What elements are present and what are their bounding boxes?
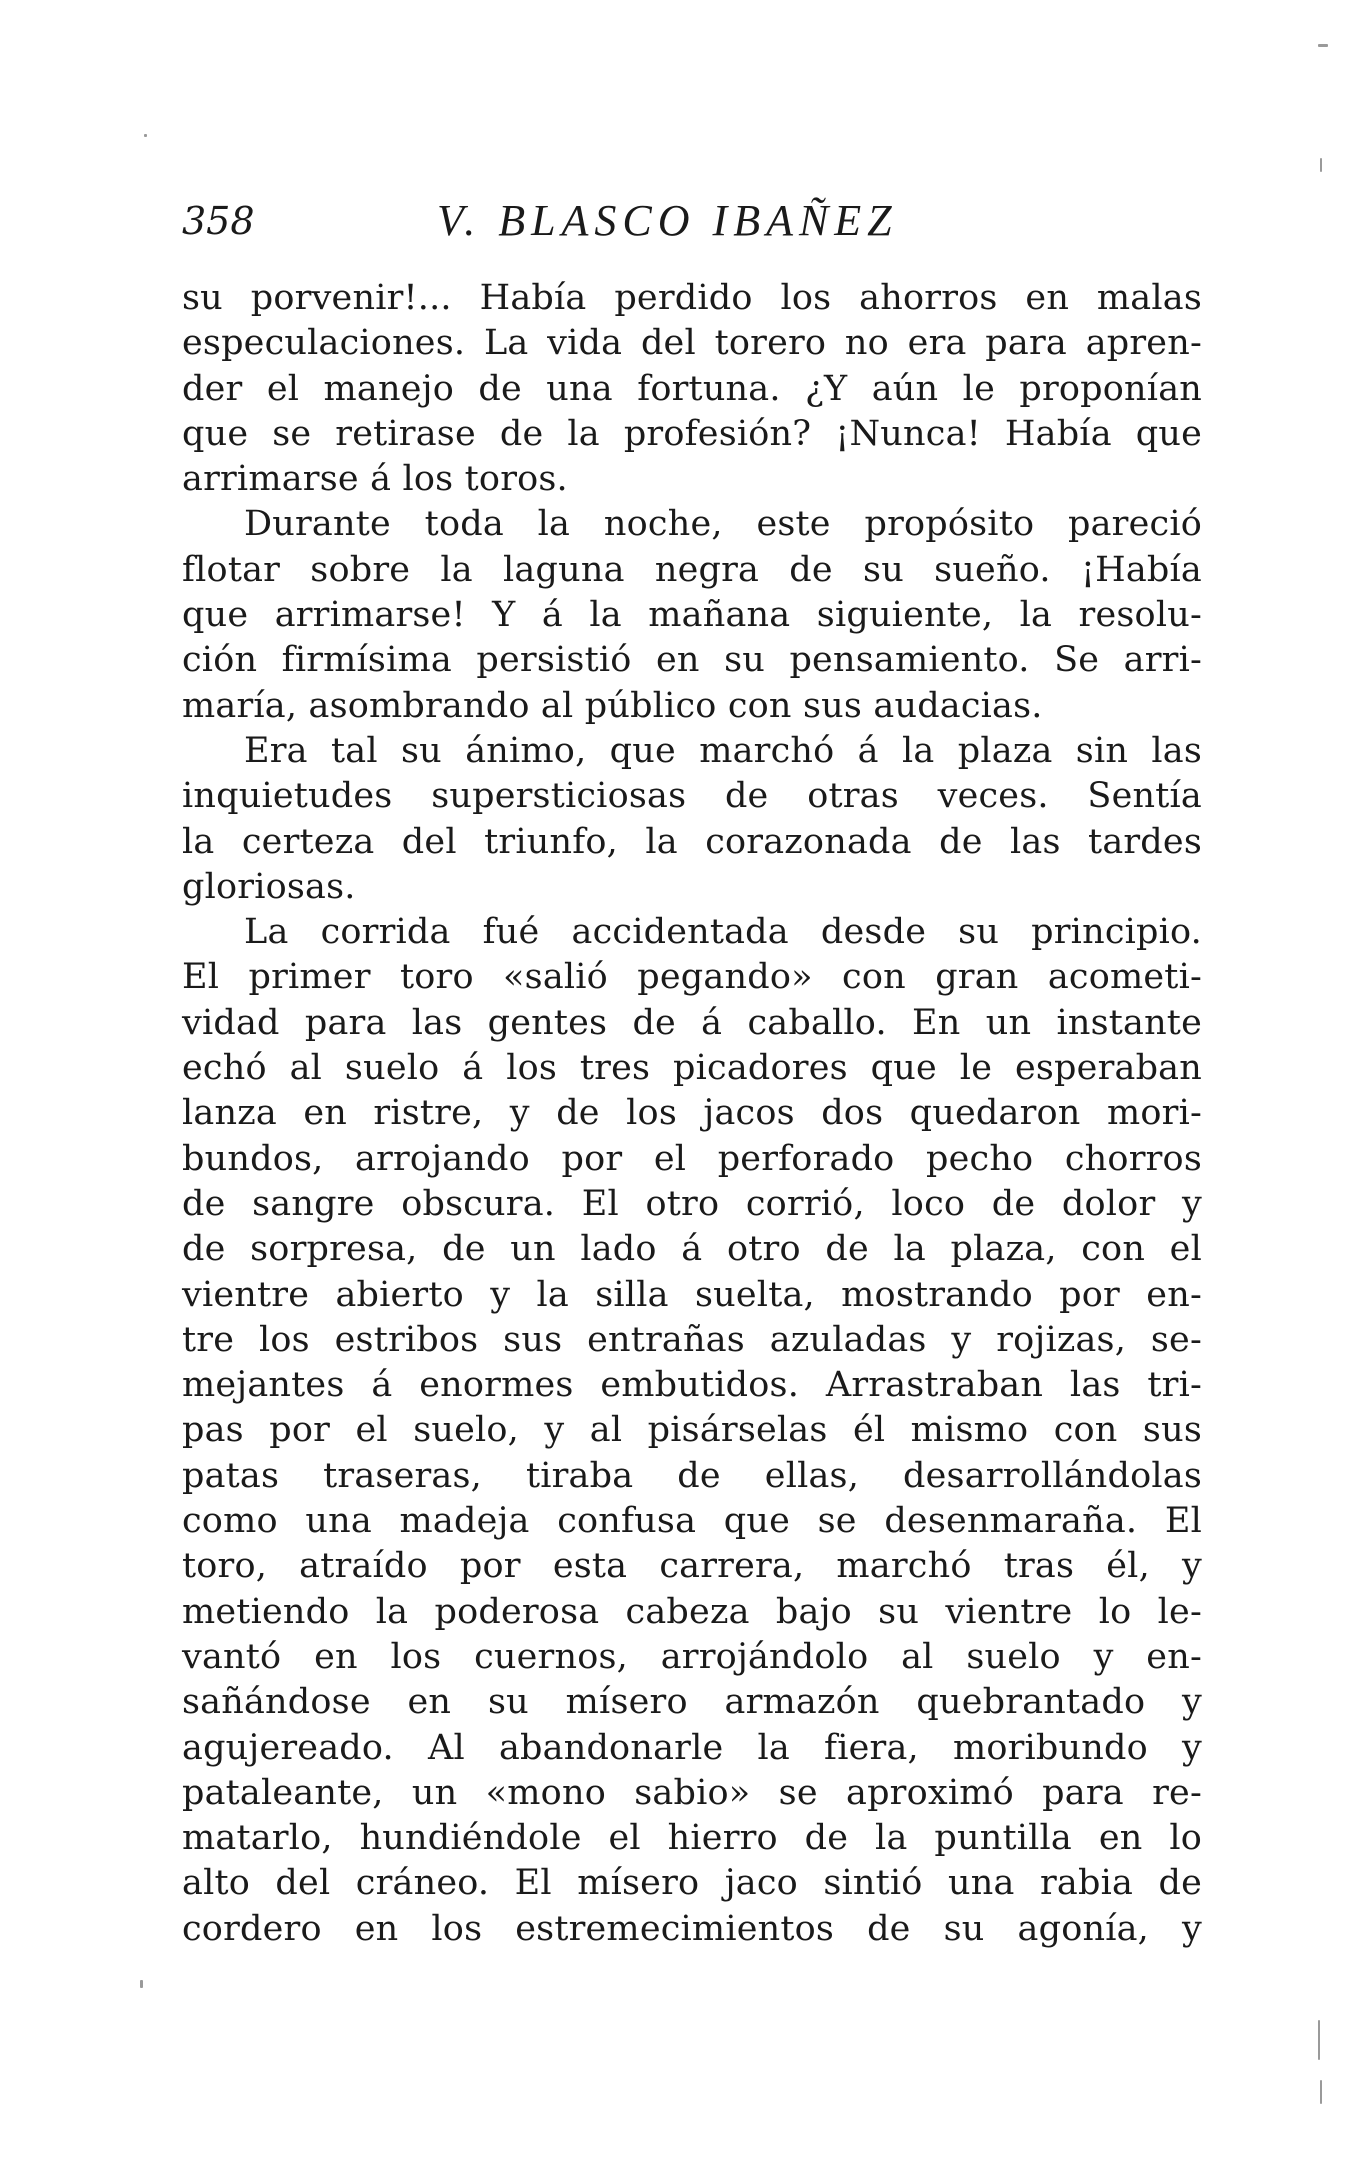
text-line: Era tal su ánimo, que marchó á la plaza sin las — [244, 730, 1202, 771]
text-line: cordero en los estremecimientos de su agonía, y — [182, 1908, 1202, 1949]
body-text — [182, 276, 1202, 1952]
text-line: ción firmísima persistió en su pensamiento. Se arri- — [182, 640, 1202, 681]
text-line: der el manejo de una fortuna. ¿Y aún le proponían — [182, 368, 1202, 409]
text-line: metiendo la poderosa cabeza bajo su vientre lo le- — [182, 1591, 1202, 1632]
page-number: 358 — [182, 199, 255, 243]
text-line: La corrida fué accidentada desde su principio. — [244, 912, 1202, 953]
text-line: bundos, arrojando por el perforado pecho chorros — [182, 1138, 1202, 1179]
text-line: sañándose en su mísero armazón quebrantado y — [182, 1682, 1202, 1723]
paragraph — [182, 276, 1202, 502]
text-line: mejantes á enormes embutidos. Arrastraban las tri- — [182, 1365, 1202, 1406]
text-line: Durante toda la noche, este propósito pareció — [244, 504, 1202, 545]
text-line: toro, atraído por esta carrera, marchó tras él, y — [182, 1546, 1202, 1587]
text-line: que se retirase de la profesión? ¡Nunca! Había que — [182, 413, 1202, 454]
scan-speck — [1318, 2020, 1320, 2060]
text-line: la certeza del triunfo, la corazonada de las tardes — [182, 821, 1202, 862]
scan-speck — [1320, 158, 1322, 172]
text-line: inquietudes supersticiosas de otras veces. Sentía — [182, 776, 1202, 817]
paragraph — [182, 910, 1202, 1952]
paragraph — [182, 729, 1202, 910]
text-line: de sorpresa, de un lado á otro de la plaza, con el — [182, 1229, 1202, 1270]
text-line: vidad para las gentes de á caballo. En un instante — [182, 1002, 1202, 1043]
text-line: que arrimarse! Y á la mañana siguiente, la resolu- — [182, 595, 1202, 636]
text-line: especulaciones. La vida del torero no era para apren- — [182, 323, 1202, 364]
text-line: agujereado. Al abandonarle la fiera, moribundo y — [182, 1727, 1202, 1768]
text-line: de sangre obscura. El otro corrió, loco de dolor y — [182, 1183, 1202, 1224]
text-line: arrimarse á los toros. — [182, 459, 568, 500]
text-line: tre los estribos sus entrañas azuladas y rojizas, se- — [182, 1319, 1202, 1360]
scan-speck — [1320, 2080, 1322, 2104]
scan-speck — [140, 1980, 143, 1988]
text-line: pataleante, un «mono sabio» se aproximó para re- — [182, 1772, 1202, 1813]
text-line: vientre abierto y la silla suelta, mostrando por en- — [182, 1274, 1202, 1315]
text-line: lanza en ristre, y de los jacos dos quedaron mori- — [182, 1093, 1202, 1134]
running-head — [182, 196, 1202, 256]
scan-speck — [1318, 44, 1328, 47]
paragraph — [182, 502, 1202, 728]
text-line: alto del cráneo. El mísero jaco sintió una rabia de — [182, 1863, 1202, 1904]
text-line: El primer toro «salió pegando» con gran acometi- — [182, 957, 1202, 998]
scan-speck — [144, 134, 147, 137]
text-line: pas por el suelo, y al pisárselas él mismo con sus — [182, 1410, 1202, 1451]
text-line: flotar sobre la laguna negra de su sueño. ¡Había — [182, 549, 1202, 590]
text-line: como una madeja confusa que se desenmaraña. El — [182, 1501, 1202, 1542]
text-line: maría, asombrando al público con sus audacias. — [182, 685, 1043, 726]
text-line: matarlo, hundiéndole el hierro de la puntilla en lo — [182, 1818, 1202, 1859]
text-line: su porvenir!... Había perdido los ahorros en malas — [182, 278, 1202, 318]
text-line: echó al suelo á los tres picadores que le esperaban — [182, 1048, 1202, 1089]
running-title: V. BLASCO IBAÑEZ — [437, 196, 898, 245]
text-line: gloriosas. — [182, 866, 356, 907]
text-line: vantó en los cuernos, arrojándolo al suelo y en- — [182, 1636, 1202, 1677]
text-line: patas traseras, tiraba de ellas, desarrollándolas — [182, 1455, 1202, 1496]
